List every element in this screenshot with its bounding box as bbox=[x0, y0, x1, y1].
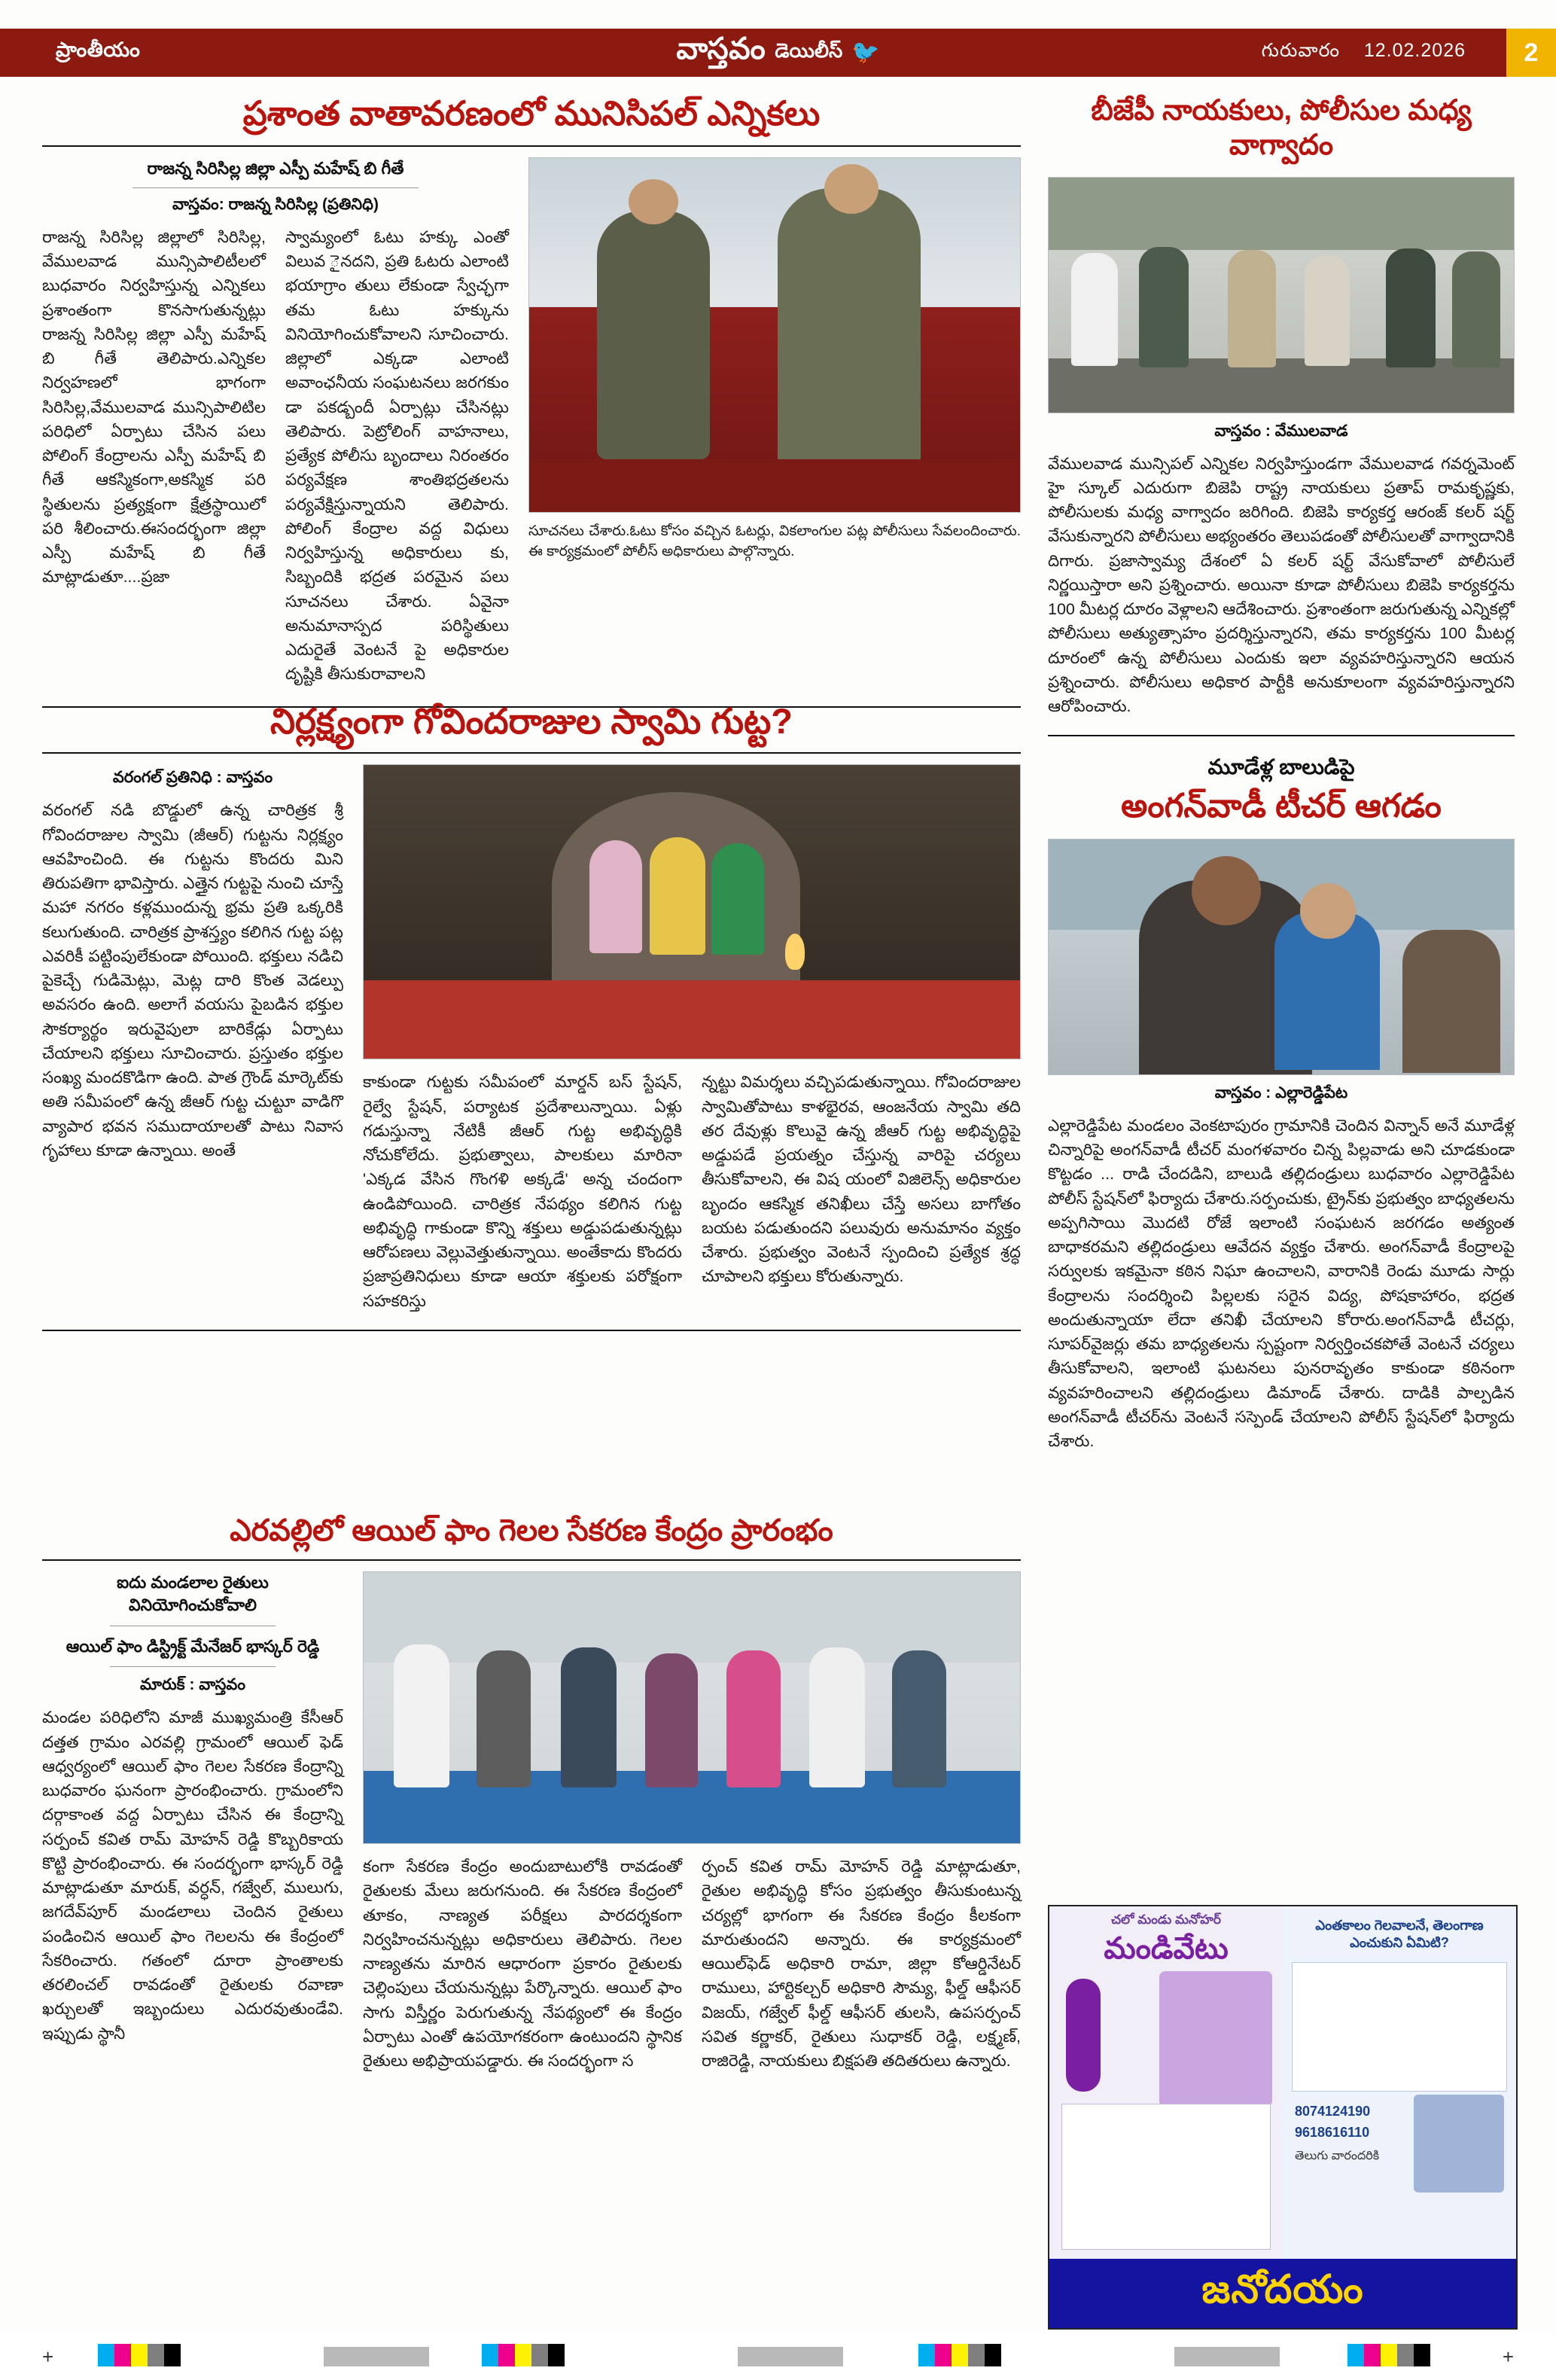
story-a-col2: స్వామ్యంలో ఓటు హక్కు ఎంతో విలువ ైనదని, ప్రతి ఓటరు ఎలాంటి భయాగ్రాం తులు లేకుండా స్వేచ్ఛగా తమ ఓటు హక్కును వినియోగించుకోవాలని సూచించారు. జిల్లాలో ఎక్కడా ఎలాంటి అవాంఛనీయ సంఘటనలు జరగకుం డా పకడ్బందీ ఏర్పాట్లు చేసినట్లు తెలిపారు. పెట్రోలింగ్ వాహనాలు, ప్రత్యేక పోలీసు బృందాలు నిరంతరం పర్యవేక్షణ శాంతిభద్రతలను పర్యవేక్షిస్తున్నాయని తెలిపారు. పోలింగ్ కేంద్రాల వద్ద విధులు నిర్వహిస్తున్న అధికారులు కు, సిబ్బందికి భద్రత పరమైన పలు సూచనలు చేశారు. ఏవైనా అనుమానాస్పద పరిస్థితులు ఎదురైతే వెంటనే పై అధికారుల దృష్టికి తీసుకురావాలని bbox=[285, 227, 509, 684]
story-c-byline: మారుక్ : వాస్తవం bbox=[140, 1676, 245, 1694]
story-b-col3: న్నట్టు విమర్శలు వచ్చిపడుతున్నాయి. గోవిందరాజుల స్వామితోపాటు కాళభైరవ, ఆంజనేయ స్వామి తది తర దేవుళ్లు కొలువై ఉన్న జీఆర్ గుట్ట అభివృద్ధిపై అడ్డుపడే ప్రయత్నం చేస్తున్న వారిపై చర్యలు తీసుకోవాలని, ఈ విష యంలో విజిలెన్స్ అధికారుల బృందం ఆకస్మిక తనిఖీలు చేస్తే అసలు బాగోతం బయట పడుతుందని పలువురు అనుమానం వ్యక్తం చేశారు. ప్రభుత్వం వెంటనే స్పందించి ప్రత్యేక శ్రద్ధ చూపాలని భక్తులు కోరుతున్నారు. bbox=[702, 1073, 1021, 1286]
brand-main: వాస్తవం bbox=[676, 32, 766, 66]
newspaper-brand bbox=[676, 32, 879, 74]
color-swatches-1 bbox=[98, 2344, 181, 2366]
story-a-headline: ప్రశాంత వాతావరణంలో మునిసిపల్ ఎన్నికలు bbox=[242, 94, 821, 133]
story-c-col3: ర్పంచ్ కవిత రామ్ మోహన్ రెడ్డి మాట్లాడుతూ, రైతుల అభివృద్ధి కోసం ప్రభుత్వం తీసుకుంటున్న చర్యల్లో భాగంగా ఈ సేకరణ కేంద్రం కీలకంగా మారుతుందని అన్నారు. ఈ కార్యక్రమంలో ఆయిల్‌ఫెడ్ అధికారి రామా, జిల్లా కోఆర్డినేటర్ రాములు, హార్టికల్చర్ అధికారి సౌమ్య, ఫీల్డ్ ఆఫీసర్ విజయ్, గజ్వేల్ ఫీల్డ్ ఆఫీసర్ తులసి, ఉపసర్పంచ్ సవిత కర్ణాకర్, రైతులు సుధాకర్ రెడ్డి, లక్ష్మణ్, రాజిరెడ్డి, నాయకులు బిక్షపతి తదితరులు ఉన్నారు. bbox=[702, 1857, 1021, 2071]
story-d-headline: బీజేపీ నాయకులు, పోలీసుల మధ్య వాగ్వాదం bbox=[1091, 95, 1472, 162]
story-c-col2: కంగా సేకరణ కేంద్రం అందుబాటులోకి రావడంతో రైతులకు మేలు జరుగనుంది. ఈ సేకరణ కేంద్రంలో తూకం, నాణ్యత పరీక్షలు పారదర్శకంగా నిర్వహించనున్నట్లు అధికారులు తెలిపారు. గెలల నాణ్యతను మారిన ఆధారంగా ప్రకారం రైతులకు చెల్లింపులు చేయనున్నట్లు పేర్కొన్నారు. ఆయిల్ ఫాం సాగు విస్తీర్ణం పెరుగుతున్న నేపథ్యంలో ఈ కేంద్రం ఏర్పాటు ఎంతో ఉపయోగకరంగా ఉంటుందని స్థానిక రైతులు అభిప్రాయపడ్డారు. ఈ సందర్భంగా స bbox=[363, 1857, 682, 2071]
story-b-col2: కాకుండా గుట్టకు సమీపంలో మార్డన్ బస్ స్టేషన్, రైల్వే స్టేషన్, పర్యాటక ప్రదేశాలున్నాయి. ఏళ్లు గడుస్తున్నా నేటికీ జీఆర్ గుట్ట అభివృద్ధికి నోచుకోలేదు. ప్రభుత్వాలు, పాలకులు మారినా 'ఎక్కడ వేసిన గొంగళి అక్కడే' అన్న చందంగా ఉండిపోయింది. చారిత్రక నేపథ్యం కలిగిన గుట్ట అభివృద్ధి గాకుండా కొన్ని శక్తులు అడ్డుపడుతున్నట్లు ఆరోపణలు వెల్లువెత్తుతున్నాయి. అంతేకాదు కొందరు ప్రజాప్రతినిధులు కూడా ఆయా శక్తులకు పరోక్షంగా సహకరిస్తు bbox=[363, 1073, 682, 1310]
masthead bbox=[0, 29, 1556, 77]
ad-left-title: మండివేటు bbox=[1104, 1932, 1229, 1965]
ad-left-text-block bbox=[1061, 2104, 1271, 2250]
bjp-leaders-police-argument-photo bbox=[1048, 177, 1515, 413]
issue-date-value: 12.02.2026 bbox=[1363, 39, 1466, 61]
story-a-photo-caption: సూచనలు చేశారు.ఓటు కోసం వచ్చిన ఓటర్లు, వికలాంగుల పట్ల పోలీసులు సేవలందించారు. ఈ కార్యక్రమంలో పోలీస్ అధికారులు పాల్గొన్నారు. bbox=[528, 523, 1021, 559]
story-a-col1: రాజన్న సిరిసిల్ల జిల్లాలో సిరిసిల్ల, వేములవాడ మున్సిపాలిటీలలో బుధవారం నిర్వహిస్తున్న ఎన్నికలు ప్రశాంతంగా కొనసాగుతున్నట్లు రాజన్న సిరిసిల్ల జిల్లా ఎస్పీ మహేష్ బి గీతే తెలిపారు.ఎన్నికల నిర్వహణలో భాగంగా సిరిసిల్ల,వేములవాడ మున్సిపాలిటిల పరిధిలో ఏర్పాటు చేసిన పలు పోలింగ్ కేంద్రాలను ఎస్పీ మహేష్ బి గీతే ఆకస్మికంగా,అకస్మిక పరి స్థితులను ప్రత్యక్షంగా క్షేత్రస్థాయిలో పరి శీలించారు.ఈసందర్భంగా జిల్లా ఎస్పీ మహేష్ బి గీతే మాట్లాడుతూ....ప్రజా bbox=[42, 227, 266, 587]
story-e-headline-small: మూడేళ్ల బాలుడిపై bbox=[1207, 755, 1355, 779]
gray-bar-2 bbox=[738, 2347, 843, 2366]
story-d-text: వేములవాడ మున్సిపల్ ఎన్నికల నిర్వహిస్తుండగా వేములవాడ గవర్నమెంట్ హై స్కూల్ ఎదురుగా బిజెపి రాష్ట్ర నాయకులు ప్రతాప్ రామకృష్ణకు, పోలీసులకు మధ్య వాగ్వాదం జరిగింది. బిజెపి కార్యకర్త ఆరంజ్ కలర్ షర్ట్ వేసుకున్నారని పోలీసులు అభ్యంతరం తెలుపడంతో పోలీసులతో వాగ్వాదానికి దిగారు. ప్రజాస్వామ్య దేశంలో ఏ కలర్ షర్ట్ వేసుకోవాలో పోలీసులే నిర్ణయిస్తారా అని ప్రశ్నించారు. అయినా కూడా పోలీసులు బిజెపి కార్యకర్తను 100 మీటర్ల దూరం వెళ్లాలని ఆదేశించారు. ప్రశాంతంగా జరుగుతున్న ఎన్నికల్లో పోలీసులు అత్యుత్సాహం ప్రదర్శిస్తున్నారని, తమ కార్యకర్తను 100 మీటర్ల దూరంలో ఉన్న పోలీసులు ఎందుకు ఇలా వ్యవహరిస్తున్నారని ఆయన ప్రశ్నించారు. పోలీసులు అధికార పార్టీకి అనుకూలంగా వ్యవహరిస్తున్నారని ఆరోపించారు. bbox=[1048, 454, 1515, 716]
edition-label: ప్రాంతీయం bbox=[56, 38, 141, 61]
story-c-col1: మండల పరిధిలోని మాజీ ముఖ్యమంత్రి కేసీఆర్ దత్తత గ్రామం ఎరవల్లి గ్రామంలో ఆయిల్ ఫెడ్ ఆధ్వర్యంలో ఆయిల్ ఫాం గెలల సేకరణ కేంద్రాన్ని బుధవారం ఘనంగా ప్రారంభించారు. గ్రామంలోని దర్గాకాంత వద్ద ఏర్పాటు చేసిన ఈ కేంద్రాన్ని సర్పంచ్ కవిత రామ్ మోహన్ రెడ్డి కొబ్బరికాయ కొట్టి ప్రారంభించారు. ఈ సందర్భంగా భాస్కర్ రెడ్డి మాట్లాడుతూ మారుక్, వర్ధన్, గజ్వేల్, ములుగు, జగదేవ్‌పూర్ మండలాలు చెందిన రైతులు పండించిన ఆయిల్ ఫాం గెలలను ఈ కేంద్రంలో సేకరించారు. గతంలో దూరా ప్రాంతాలకు తరలించల్ రావడంతో రైతులకు రవాణా ఖర్చులతో ఇబ్బందులు ఎదురవుతుండేవి. ఇప్పుడు స్థానీ bbox=[42, 1708, 343, 2043]
ad-right-text-block bbox=[1292, 1962, 1507, 2092]
gray-bar-3 bbox=[1174, 2347, 1280, 2366]
story-a-subhead: రాజన్న సిరిసిల్ల జిల్లా ఎస్పీ మహేష్ బి గీతే bbox=[147, 159, 404, 178]
story-d-byline: వాస్తవం : వేములవాడ bbox=[1214, 422, 1348, 440]
story-e-headline-big: అంగన్‌వాడీ టీచర్ ఆగడం bbox=[1121, 788, 1442, 825]
registration-plus-icon: + bbox=[42, 2345, 54, 2368]
story-b-byline: వరంగల్ ప్రతినిధి : వాస్తవం bbox=[112, 769, 273, 787]
story-a-byline: వాస్తవం: రాజన్న సిరిసిల్ల (ప్రతినిధి) bbox=[172, 195, 379, 213]
story-c-subhead-3: ఆయిల్ ఫాం డిస్ట్రిక్ట్ మేనేజర్ భాస్కర్ రెడ్డి bbox=[65, 1636, 320, 1656]
print-registration-bar bbox=[0, 2333, 1556, 2380]
ad-left-sub: చలో మండు మనోహర్ bbox=[1111, 1912, 1221, 1927]
issue-day: గురువారం bbox=[1261, 39, 1341, 61]
story-b-headline: నిర్లక్ష్యంగా గోవిందరాజుల స్వామి గుట్ట? bbox=[270, 701, 793, 741]
advertisement[interactable] bbox=[1048, 1905, 1518, 2330]
temple-cave-deities-photo bbox=[363, 764, 1021, 1059]
ad-right-note: తెలుగు వారందరికి bbox=[1295, 2150, 1380, 2162]
issue-date bbox=[1262, 40, 1466, 66]
story-c-subhead-2: వినియోగించుకోవాలి bbox=[128, 1595, 257, 1614]
story-govindarajula-hill bbox=[42, 700, 1021, 1331]
story-anganwadi-teacher bbox=[1048, 753, 1515, 1453]
right-column bbox=[1048, 93, 1515, 1453]
color-swatches-3 bbox=[918, 2344, 1001, 2366]
ad-left-portrait bbox=[1159, 1971, 1272, 2107]
microphone-icon bbox=[1066, 1979, 1101, 2092]
story-c-subhead-1: ఐదు మండలాల రైతులు bbox=[117, 1573, 269, 1592]
story-oil-palm-center bbox=[42, 1513, 1021, 2073]
story-bjp-police-argument bbox=[1048, 93, 1515, 718]
story-e-byline: వాస్తవం : ఎల్లారెడ్డిపేట bbox=[1214, 1083, 1348, 1102]
brand-sub: డెయిలీస్ bbox=[775, 38, 843, 62]
ad-phone-1[interactable]: 8074124190 bbox=[1295, 2104, 1371, 2119]
story-e-text: ఎల్లారెడ్డిపేట మండలం వెంకటాపురం గ్రామానికి చెందిన విన్నాన్ అనే మూడేళ్ల చిన్నారిపై అంగన్‌వాడీ టీచర్ మంగళవారం చిన్న పిల్లవాడు అని చూడకుండా కొట్టడం ... రాడి చేందడిని, బాలుడి తల్లిదండ్రులు బుధవారం ఎల్లారెడ్డిపేట పోలీస్ స్టేషన్‌లో ఫిర్యాదు చేశారు.సర్పంచుకు, ట్రైన్‌కు ప్రభుత్వం బాధ్యతలను అప్పగిసాయి మొదటి రోజే ఇలాంటి సంఘటన జరగడం అత్యంత బాధాకరమని తల్లిదండ్రులు ఆవేదన వ్యక్తం చేశారు. అంగన్‌వాడీ కేంద్రాలపై సర్వులకు ఇకమైనా కఠిన నిఘా ఉంచాలని, వారానికి రెండు మూడు సార్లు కేంద్రాలను సందర్శించి పిల్లలకు సరైన విద్య, పోషకాహారం, భద్రత అందుతున్నాయా లేదా తనిఖీ చేయాలని కోరారు.అంగన్‌వాడీ టీచర్లు, సూపర్‌వైజర్లు తమ బాధ్యతలను స్పష్టంగా నిర్వర్తించకపోతే వెంటనే చర్యలు తీసుకోవాలని, ఇలాంటి ఘటనలు పునరావృతం కాకుండా కఠినంగా వ్యవహరించాలని తల్లిదండ్రులు డిమాండ్ చేశారు. దాడికి పాల్పడిన అంగన్‌వాడీ టీచర్‌ను వెంటనే సస్పెండ్ చేయాలని పోలీస్ స్టేషన్‌లో ఫిర్యాదు చేశారు. bbox=[1048, 1116, 1515, 1451]
page-number: 2 bbox=[1506, 29, 1556, 77]
ad-right-portrait bbox=[1414, 2095, 1504, 2193]
gray-bar-1 bbox=[324, 2347, 429, 2366]
ad-right-title: ఎంతకాలం గెలవాలనే, తెలంగాణ ఎంచుకుని ఏమిటి? bbox=[1315, 1918, 1484, 1951]
color-swatches-4 bbox=[1347, 2344, 1430, 2366]
story-municipal-elections bbox=[42, 93, 1021, 708]
ad-brand-text: జనోదయం bbox=[1201, 2268, 1364, 2311]
bird-icon: 🐦 bbox=[851, 40, 880, 65]
color-swatches-2 bbox=[482, 2344, 565, 2366]
ad-phone-2[interactable]: 9618616110 bbox=[1295, 2125, 1370, 2140]
man-holding-child-photo bbox=[1048, 839, 1515, 1075]
story-c-headline: ఎరవల్లిలో ఆయిల్ ఫాం గెలల సేకరణ కేంద్రం ప్రారంభం bbox=[230, 1514, 833, 1547]
story-b-col1: వరంగల్ నడి బొడ్డులో ఉన్న చారిత్రక శ్రీ గోవిందరాజుల స్వామి (జీఆర్) గుట్టను నిర్లక్ష్యం ఆవహించింది. ఈ గుట్టను కొందరు మిని తిరుపతిగా భావిస్తారు. ఎత్తైన గుట్టపై నుంచి చూస్తే మహా నగరం కళ్లముందున్న భ్రమ ప్రతి ఒక్కరికి కలుగుతుంది. చారిత్రక ప్రాశస్త్యం కలిగిన గుట్ట పట్ల ఎవరికీ పట్టింపులేకుండా పోయింది. భక్తులు నడిచి పైకెచ్చే గుడిమెట్లు, మెట్ల దారి కొంత వెడల్పు అవసరం ఉంది. అలాగే వయసు పైబడిన భక్తుల సౌకర్యార్థం ఇరువైపులా బారికేడ్లు ఏర్పాటు చేయాలని భక్తులు సూచించారు. ప్రస్తుతం భక్తుల సంఖ్య మందకొడిగా ఉంది. పాత గ్రౌండ్ మార్కెట్‌కు అతి సమీపంలో ఉన్న జీఆర్ గుట్ట చుట్టూ వాడిగొ వ్యాపార భవన సముదాయాలతో పాటు నివాస గృహాలు కూడా ఉన్నాయి. అంతే bbox=[42, 801, 343, 1160]
police-officers-walking-photo bbox=[528, 157, 1021, 513]
oil-palm-collection-center-group-photo bbox=[363, 1571, 1021, 1844]
registration-plus-icon-right: + bbox=[1502, 2345, 1514, 2368]
